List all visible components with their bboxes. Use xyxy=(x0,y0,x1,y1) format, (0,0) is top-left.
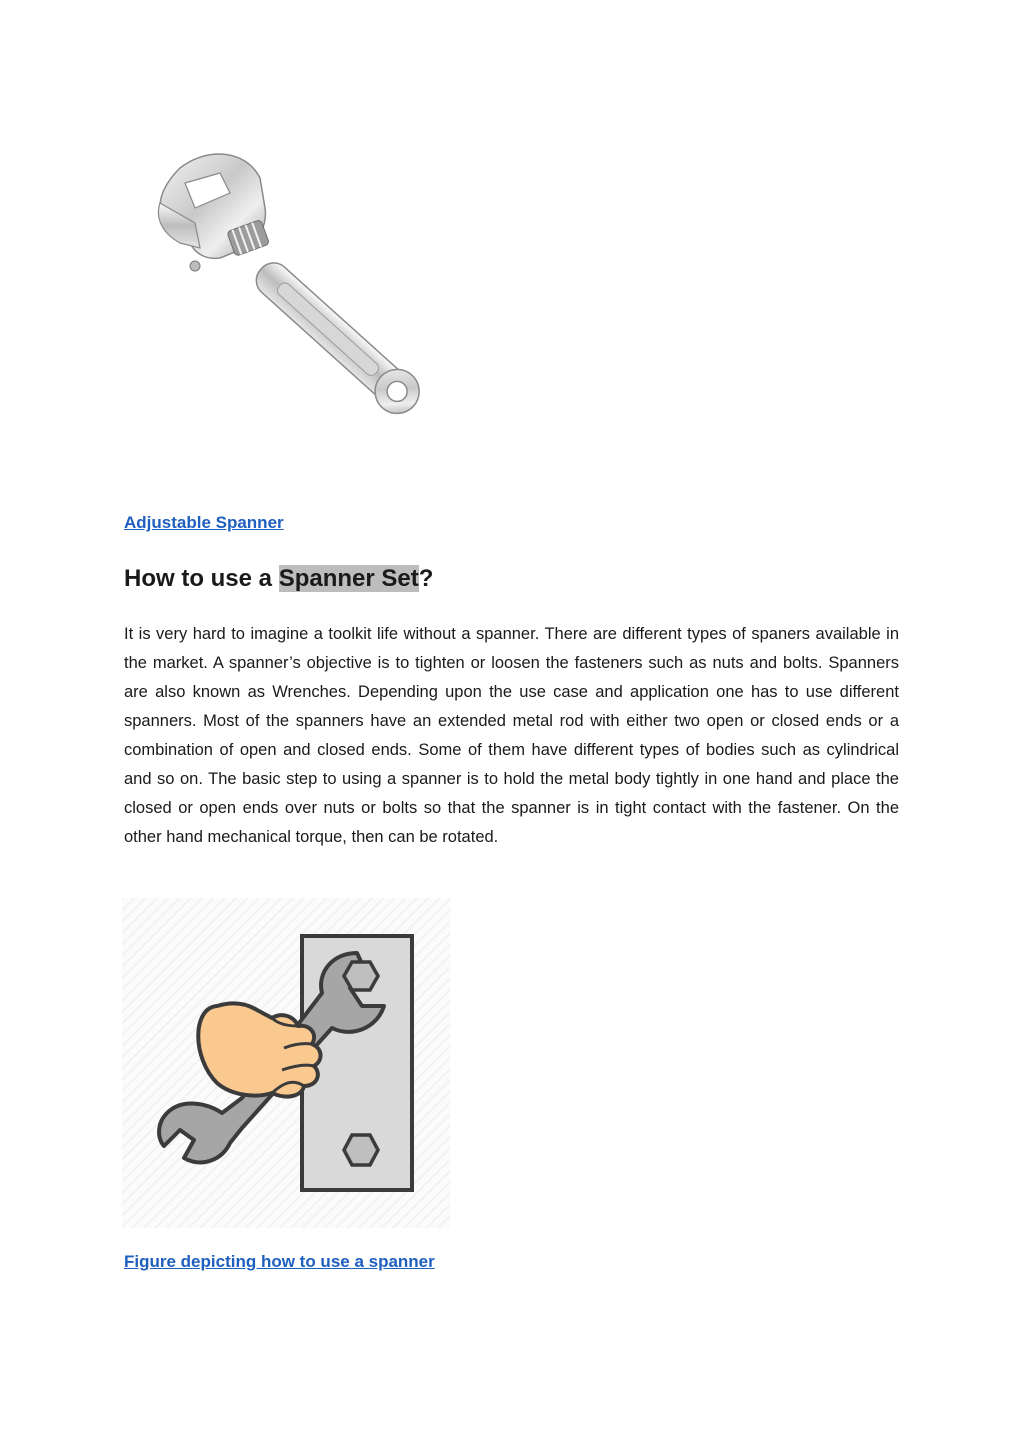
adjustable-spanner-caption-link[interactable]: Adjustable Spanner xyxy=(124,513,284,532)
heading-highlight: Spanner Set xyxy=(278,565,419,592)
adjustable-spanner-image xyxy=(150,148,470,458)
heading-prefix: How to use a xyxy=(124,565,279,592)
section-heading xyxy=(124,562,433,596)
heading-suffix: ? xyxy=(418,565,434,592)
spanner-usage-caption-link[interactable]: Figure depicting how to use a spanner xyxy=(124,1252,435,1271)
hand-using-spanner-image xyxy=(122,898,450,1228)
body-paragraph: It is very hard to imagine a toolkit life without a spanner. There are different types of spaners available in the market. A spanner’s objective is to tighten or loosen the fasteners such as nuts and bolts. Spanners are also known as Wrenches. Depending upon the use case and application one has to use different spanners. Most of the spanners have an extended metal rod with either two open or closed ends or a combination of open and closed ends. Some of them have different types of bodies such as cylindrical and so on. The basic step to using a spanner is to hold the metal body tightly in one hand and place the closed or open ends over nuts or bolts so that the spanner is in tight contact with the fastener. On the other hand mechanical torque, then can be rotated. xyxy=(124,625,899,846)
